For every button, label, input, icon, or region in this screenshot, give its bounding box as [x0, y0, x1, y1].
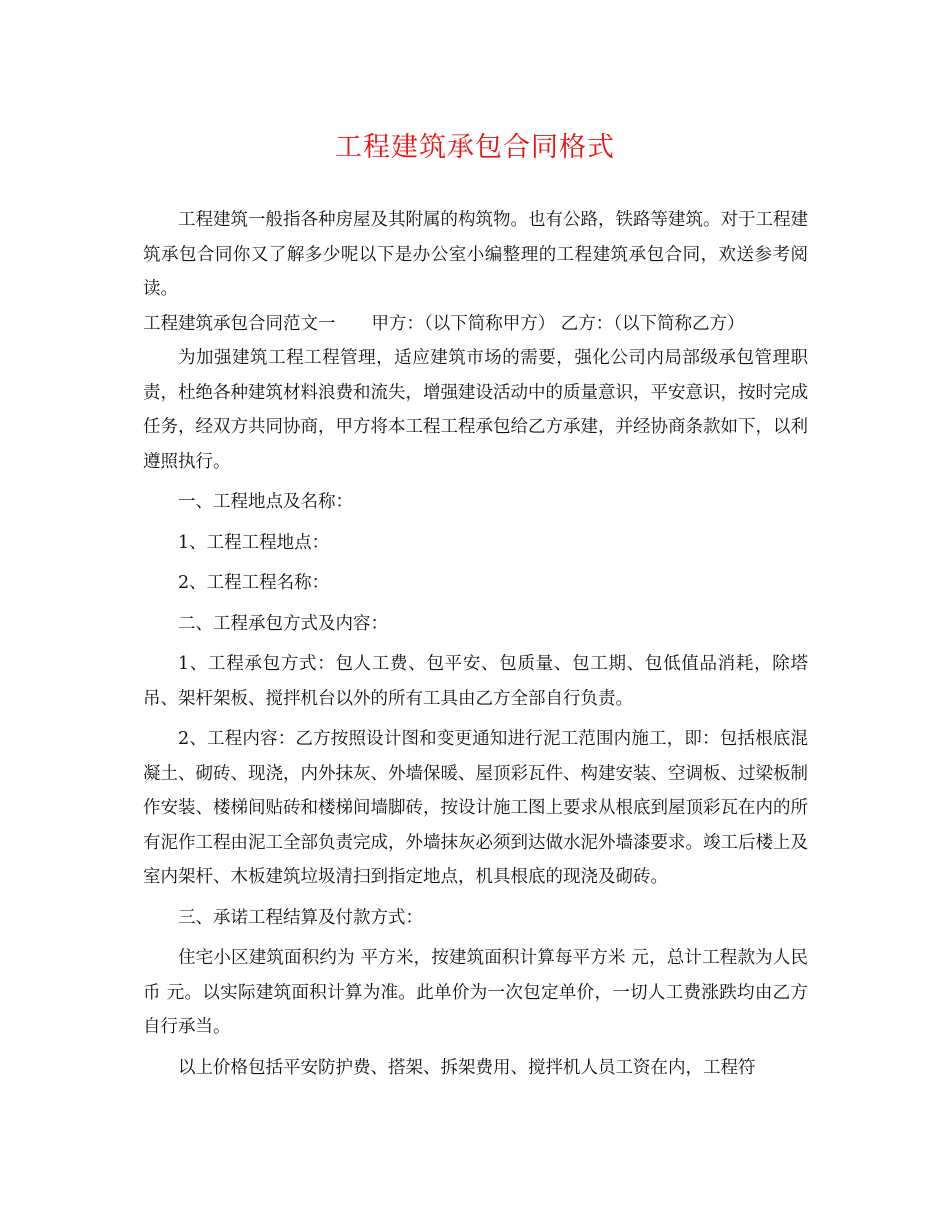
intro-paragraph: 工程建筑一般指各种房屋及其附属的构筑物。也有公路，铁路等建筑。对于工程建筑承包合同你又了解多少呢以下是办公室小编整理的工程建筑承包合同，欢送参考阅读。 [143, 210, 808, 299]
section-2-item-1: 1、工程承包方式：包人工费、包平安、包质量、包工期、包低值品消耗，除塔吊、架杆架板、搅拌机台以外的所有工具由乙方全部自行负责。 [143, 654, 808, 709]
parties-line: 甲方：（以下简称甲方） 乙方：（以下简称乙方） [371, 313, 745, 334]
sample-heading: 工程建筑承包合同范文一 [143, 313, 336, 334]
section-1-item-2: 2、工程工程名称： [178, 573, 330, 593]
section-3-paragraph-1: 住宅小区建筑面积约为 平方米，按建筑面积计算每平方米 元，总计工程款为人民币 元。以实际建筑面积计算为准。此单价为一次包定单价，一切人工费涨跌均由乙方自行承当。 [143, 948, 808, 1037]
document-title: 工程建筑承包合同格式 [335, 132, 615, 163]
section-2-item-2: 2、工程内容：乙方按照设计图和变更通知进行泥工范围内施工，即：包括根底混凝土、砌砖、现浇，内外抹灰、外墙保暖、屋顶彩瓦件、构建安装、空调板、过梁板制作安装、楼梯间贴砖和楼梯间墙脚砖，按设计施工图上要求从根底到屋顶彩瓦在内的所有泥作工程由泥工全部负责完成，外墙抹灰必须到达做水泥外墙漆要求。竣工后楼上及室内架杆、木板建筑垃圾清扫到指定地点，机具根底的现浇及砌砖。 [143, 729, 808, 887]
section-1-item-1: 1、工程工程地点： [178, 532, 330, 553]
preamble-paragraph: 为加强建筑工程工程管理，适应建筑市场的需要，强化公司内局部级承包管理职责，杜绝各种建筑材料浪费和流失，增强建设活动中的质量意识，平安意识，按时完成任务，经双方共同协商，甲方将本工程工程承包给乙方承建，并经协商条款如下，以利遵照执行。 [143, 348, 808, 472]
document-body [143, 203, 808, 1085]
section-3-heading: 三、承诺工程结算及付款方式： [178, 907, 423, 928]
section-3-paragraph-2: 以上价格包括平安防护费、搭架、拆架费用、搅拌机人员工资在内，工程符 [178, 1057, 756, 1078]
sample-heading-line [143, 307, 808, 342]
section-1-heading: 一、工程地点及名称： [178, 492, 353, 512]
section-2-heading: 二、工程承包方式及内容： [178, 613, 388, 634]
